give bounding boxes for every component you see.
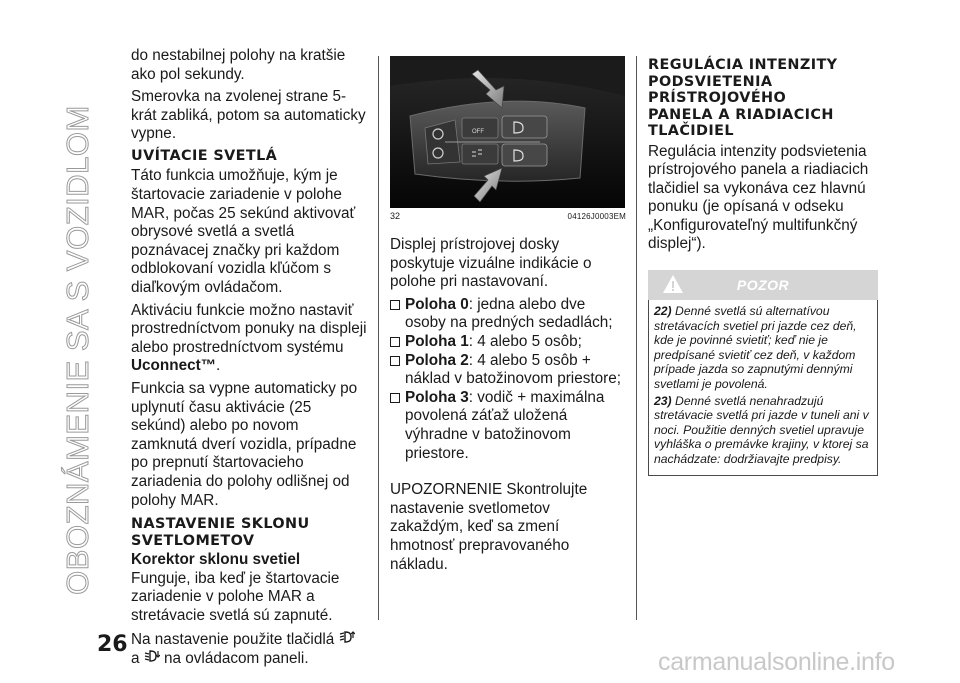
column-divider-2 (636, 56, 637, 620)
headlamp-down-icon (144, 649, 160, 669)
heading-line: PANELA A RIADIACICH (648, 106, 834, 123)
item-text: : jedna alebo dve osoby na predných sedadlách; (405, 295, 613, 332)
column-divider-1 (378, 56, 379, 620)
paragraph: Táto funkcia umožňuje, kým je štartovacie zariadenie v polohe MAR, počas 25 sekúnd aktivovať obrysové svetlá a svetlá poznávacej značky pri každom odblokovaní vozidla kľúčom s diaľkovým ovládačom. (131, 167, 356, 297)
subheading-leveler: Korektor sklonu svetiel (131, 551, 301, 569)
paragraph: do nestabilnej polohy na kratšie ako pol sekundy. (131, 47, 346, 83)
checkbox-square-icon (390, 337, 400, 347)
heading-line: TLAČIDIEL (648, 123, 734, 139)
item-text: : vodič + maximálna povolená záťaž uložená výhradne v batožinovom priestore. (405, 388, 605, 462)
heading-welcome-lights: UVÍTACIE SVETLÁ (131, 147, 278, 164)
brand-uconnect: Uconnect™ (131, 357, 216, 375)
figure-code: 04126J0003EM (567, 212, 626, 221)
list-item (390, 352, 626, 389)
heading-brightness (648, 57, 878, 140)
column-1 (131, 47, 367, 673)
caution-label: POZOR (736, 276, 790, 293)
item-label: Poloha 1 (405, 332, 469, 350)
list-item (390, 333, 626, 352)
paragraph: Funguje, iba keď je štartovacie zariadenie v polohe MAR a stretávacie svetlá sú zapnuté. (131, 569, 340, 624)
warning-paragraph: UPOZORNENIE Skontrolujte nastavenie svetlometov zakaždým, keď sa zmení hmotnosť prepravovaného nákladu. (390, 481, 588, 573)
checkbox-square-icon (390, 393, 400, 403)
item-label: Poloha 2 (405, 351, 469, 369)
heading-line: NASTAVENIE SKLONU (131, 516, 310, 533)
text: a (131, 649, 140, 667)
list-text (405, 333, 582, 352)
position-list (390, 296, 626, 463)
list-text (405, 389, 626, 463)
paragraph: Smerovka na zvolenej strane 5-krát zabliká, potom sa automaticky vypne. (131, 88, 366, 143)
side-title: OBOZNÁMENIE SA S VOZIDLOM (60, 105, 95, 595)
page-number: 26 (97, 632, 128, 657)
caution-note (654, 304, 872, 392)
item-text: : 4 alebo 5 osôb + náklad v batožinovom priestore; (405, 351, 621, 388)
caution-note (654, 394, 872, 467)
note-text: Denné svetlá sú alternatívou stretávacích svetiel pri jazde cez deň, kde je povinné svietiť; keď nie je predpísané svietiť cez deň, v každom prípade jazda so zapnutými dennými svetlami je povolená. (654, 304, 857, 392)
paragraph: Regulácia intenzity podsvietenia prístrojového panela a riadiacich tlačidiel sa vykonáva cez hlavnú ponuku (je opísaná v odseku „Konfigurovateľný multifunkčný displej“). (648, 142, 869, 253)
list-item (390, 389, 626, 463)
item-text: : 4 alebo 5 osôb; (468, 332, 582, 350)
watermark[interactable]: carmanualsonline.info (658, 648, 895, 676)
checkbox-square-icon (390, 300, 400, 310)
figure-caption (390, 211, 626, 222)
list-text (405, 296, 626, 333)
heading-headlamp-leveling (131, 516, 367, 549)
figure-number: 32 (390, 211, 401, 221)
text: . (216, 357, 221, 375)
text: Aktiváciu funkcie možno nastaviť prostredníctvom ponuky na displeji alebo prostredníctvom systému (131, 301, 367, 356)
text: na ovládacom paneli. (164, 649, 309, 667)
list-text (405, 352, 626, 389)
paragraph: Displej prístrojovej dosky poskytuje vizuálne indikácie o polohe pri nastavovaní. (390, 236, 592, 291)
heading-line: SVETLOMETOV (131, 532, 255, 549)
warning-triangle-icon (662, 274, 684, 300)
heading-line: PODSVIETENIA (648, 73, 773, 90)
column-3 (648, 57, 878, 476)
item-label: Poloha 3 (405, 388, 469, 406)
list-item (390, 296, 626, 333)
text: Na nastavenie použite tlačidlá (131, 630, 335, 648)
caution-box (648, 300, 878, 476)
checkbox-square-icon (390, 356, 400, 366)
off-label: OFF (472, 129, 484, 135)
paragraph: Funkcia sa vypne automaticky po uplynutí času aktivácie (25 sekúnd) alebo po novom zamknutá dverí vozidla, prípadne po prepnutí štartovacieho zariadenia do polohy odlišnej od polohy MAR. (131, 380, 358, 509)
caution-header (648, 270, 878, 300)
control-panel-figure (390, 56, 625, 208)
paragraph (131, 630, 367, 669)
headlamp-up-icon (339, 630, 355, 650)
heading-line: PRÍSTROJOVÉHO (648, 90, 787, 106)
column-2 (390, 56, 626, 578)
paragraph (131, 302, 367, 376)
note-number: 22) (654, 304, 672, 319)
heading-line: REGULÁCIA INTENZITY (648, 57, 838, 73)
note-text: Denné svetlá nenahradzujú stretávacie svetlá pri jazde v tuneli ani v noci. Použitie denných svetiel upravuje vyhláška o premávke krajiny, v ktorej sa nachádzate: dodržiavajte predpisy. (654, 393, 869, 466)
note-number: 23) (654, 393, 672, 408)
item-label: Poloha 0 (405, 295, 469, 313)
